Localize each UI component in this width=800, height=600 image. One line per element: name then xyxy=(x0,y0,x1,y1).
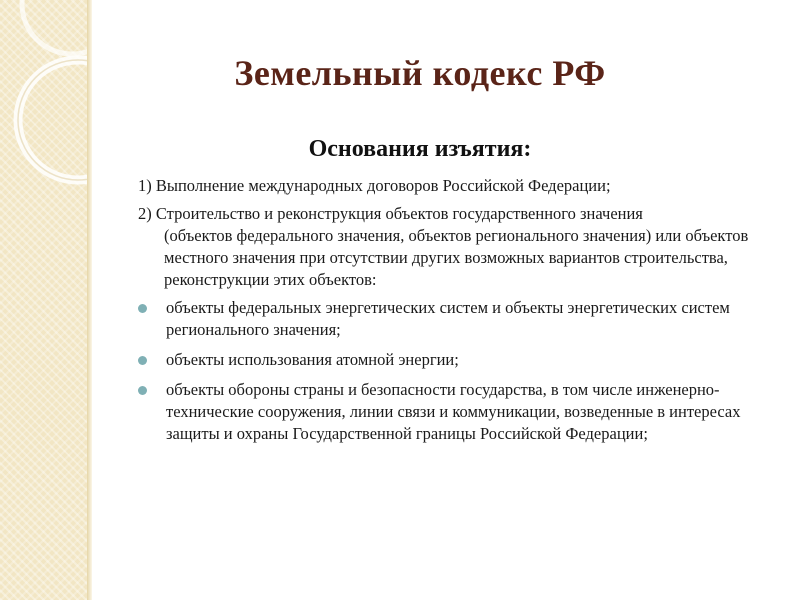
panel-edge xyxy=(87,0,92,600)
bullet-list xyxy=(138,297,778,445)
numbered-item-1 xyxy=(138,175,778,197)
bullet-item xyxy=(138,379,778,445)
bullet-text: объекты обороны страны и безопасности государства, в том числе инженерно-технические сооружения, линии связи и коммуникации, возведенные в интересах защиты и охраны Государственной границы Российской Федерации; xyxy=(166,380,741,443)
bullet-text: объекты использования атомной энергии; xyxy=(166,350,459,369)
numbered-item-2 xyxy=(138,203,778,291)
bullet-item xyxy=(138,349,778,371)
slide-title: Земельный кодекс РФ xyxy=(234,53,606,93)
numbered-item-text: 1) Выполнение международных договоров Российской Федерации; xyxy=(138,176,611,195)
bullet-text: объекты федеральных энергетических систем и объекты энергетических систем регионального значения; xyxy=(166,298,730,339)
bullet-dot-icon xyxy=(138,356,147,365)
bullet-dot-icon xyxy=(138,386,147,395)
decorative-side-panel xyxy=(0,0,87,600)
numbered-item-text: 2) Строительство и реконструкция объектов государственного значения xyxy=(138,204,643,223)
decorative-circles-icon xyxy=(0,0,87,600)
slide-content xyxy=(138,175,778,453)
numbered-item-continuation: (объектов федерального значения, объектов регионального значения) или объектов местного значения при отсутствии других возможных вариантов строительства, реконструкции этих объектов: xyxy=(164,226,749,289)
bullet-dot-icon xyxy=(138,304,147,313)
bullet-item xyxy=(138,297,778,341)
slide-subtitle: Основания изъятия: xyxy=(308,136,532,162)
